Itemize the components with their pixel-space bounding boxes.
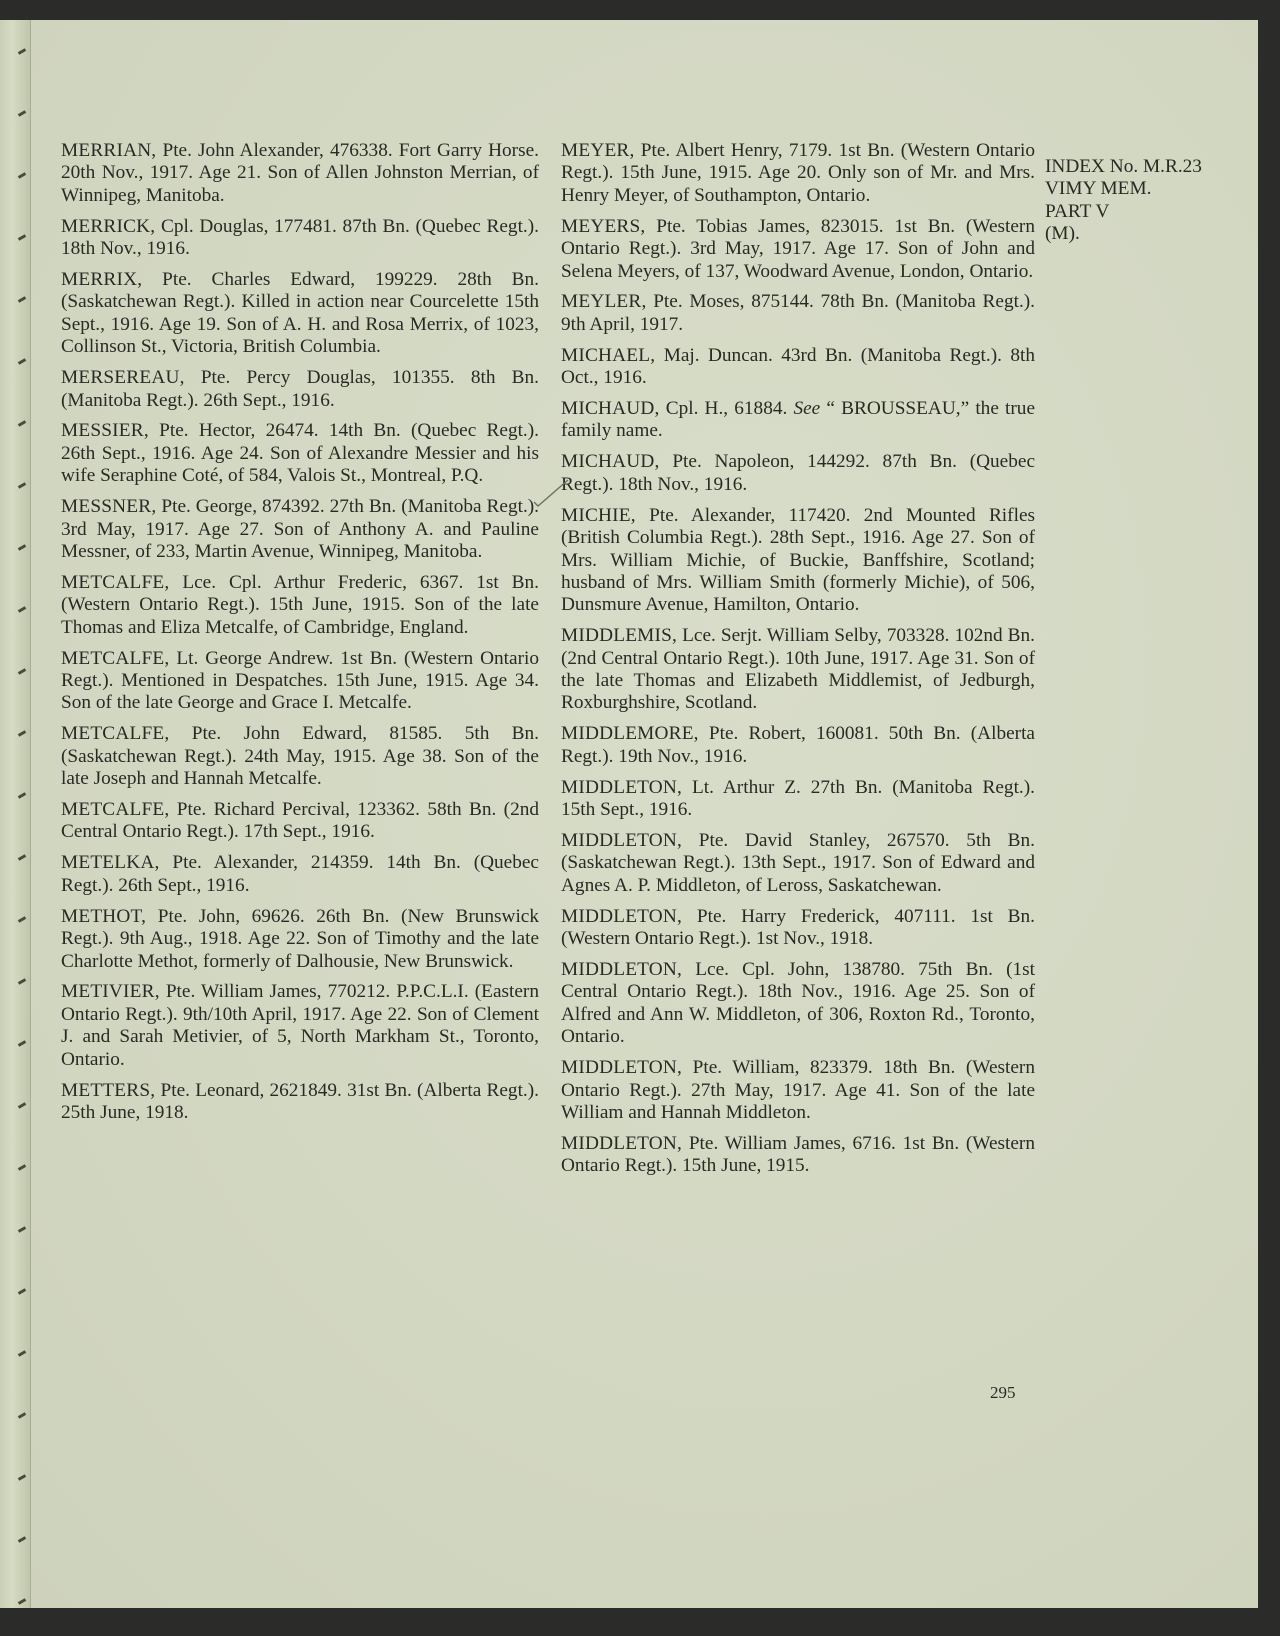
binding-stitch xyxy=(18,544,26,551)
register-entry xyxy=(61,1080,539,1125)
binding-stitch xyxy=(18,1288,26,1295)
register-entry xyxy=(561,1133,1035,1178)
entry-surname: MIDDLETON, xyxy=(561,959,683,980)
entry-details: Cpl. H., 61884. xyxy=(665,398,788,420)
right-column xyxy=(561,140,1035,1186)
entry-surname: MEYER, xyxy=(561,140,635,161)
entry-surname: MEYERS, xyxy=(561,215,646,237)
entry-details: Pte. Leonard, 2621849. 31st Bn. (Alberta Regt.). 25th June, 1918. xyxy=(61,1079,539,1123)
entry-surname: METHOT, xyxy=(61,905,147,927)
entry-surname: MICHAUD, xyxy=(561,451,660,473)
entry-details: Lt. Arthur Z. 27th Bn. (Manitoba Regt.). 15th Sept., 1916. xyxy=(561,776,1035,821)
entry-surname: MIDDLETON, xyxy=(561,1057,683,1079)
entry-surname: MIDDLETON, xyxy=(561,1132,683,1154)
binding-stitch xyxy=(18,978,26,985)
entry-surname: MESSNER, xyxy=(61,496,157,518)
entry-details: Lce. Serjt. William Selby, 703328. 102nd Bn. (2nd Central Ontario Regt.). 10th June, 1917. Age 31. Son of the late Thomas and Elizabeth Middlemist, of Jedburgh, Roxburghshire, Scotland. xyxy=(561,625,1036,714)
entry-details: Pte. Percy Douglas, 101355. 8th Bn. (Manitoba Regt.). 26th Sept., 1916. xyxy=(61,367,540,411)
register-entry xyxy=(561,830,1035,897)
binding-stitch xyxy=(18,854,26,861)
entry-surname: METELKA, xyxy=(61,852,160,874)
handwritten-check-mark-icon xyxy=(532,478,572,518)
register-entry xyxy=(561,291,1035,336)
binding-stitch xyxy=(18,1040,26,1047)
entry-details: Pte. Harry Frederick, 407111. 1st Bn. (Western Ontario Regt.). 1st Nov., 1918. xyxy=(561,905,1035,950)
binding-stitch xyxy=(18,482,26,489)
entry-details: Pte. William, 823379. 18th Bn. (Western Ontario Regt.). 27th May, 1917. Age 41. Son of the late William and Hannah Middleton. xyxy=(561,1057,1035,1123)
entry-surname: MERRIAN, xyxy=(61,140,157,161)
entry-details: Pte. John, 69626. 26th Bn. (New Brunswick Regt.). 9th Aug., 1918. Age 22. Son of Timothy and the late Charlotte Methot, formerly of Dalhousie, New Brunswick. xyxy=(61,905,540,972)
register-entry xyxy=(61,367,539,412)
entry-surname: METCALFE, xyxy=(61,723,170,745)
binding-stitch xyxy=(18,916,26,923)
register-entry xyxy=(561,1057,1035,1124)
binding-stitch xyxy=(18,1164,26,1171)
memorial-name: VIMY MEM. xyxy=(1045,178,1152,200)
register-entry xyxy=(61,216,539,261)
register-entry xyxy=(61,140,539,207)
register-entry xyxy=(561,625,1035,715)
register-entry xyxy=(561,345,1035,390)
entry-details: Pte. Tobias James, 823015. 1st Bn. (Western Ontario Regt.). 3rd May, 1917. Age 17. Son of John and Selena Meyers, of 137, Woodward Avenue, London, Ontario. xyxy=(561,215,1035,282)
entry-surname: MIDDLEMIS, xyxy=(561,625,678,647)
binding-stitch xyxy=(18,110,26,117)
register-entry xyxy=(561,398,1035,443)
entry-surname: MICHAUD, xyxy=(561,398,660,420)
binding-stitch xyxy=(18,792,26,799)
binding-stitch xyxy=(18,1226,26,1233)
register-entry xyxy=(61,906,539,973)
entry-surname: METTERS, xyxy=(61,1079,156,1101)
entry-surname: MIDDLETON, xyxy=(561,776,683,798)
binding-stitch xyxy=(18,296,26,303)
entry-details: Pte. Albert Henry, 7179. 1st Bn. (Western Ontario Regt.). 15th June, 1915. Age 20. Only son of Mr. and Mrs. Henry Meyer, of Southampton, Ontario. xyxy=(561,140,1035,206)
register-entry xyxy=(61,496,539,563)
binding-stitch xyxy=(18,1598,26,1605)
binding-stitch xyxy=(18,668,26,675)
entry-details: Maj. Duncan. 43rd Bn. (Manitoba Regt.). 8th Oct., 1916. xyxy=(561,344,1035,389)
register-entry xyxy=(61,723,539,790)
register-entry xyxy=(61,852,539,897)
entry-surname: MEYLER, xyxy=(561,291,647,313)
register-entry xyxy=(61,799,539,844)
entry-surname: MICHIE, xyxy=(561,504,636,526)
entry-details: Lce. Cpl. John, 138780. 75th Bn. (1st Central Ontario Regt.). 18th Nov., 1916. Age 25. Son of Alfred and Ann W. Middleton, of 306, Roxton Rd., Toronto, Ontario. xyxy=(561,959,1035,1048)
entry-details: Pte. David Stanley, 267570. 5th Bn. (Saskatchewan Regt.). 13th Sept., 1917. Son of Edward and Agnes A. P. Middleton, of Leross, Saskatchewan. xyxy=(561,829,1035,896)
letter-section: (M). xyxy=(1045,223,1080,245)
binding-stitch xyxy=(18,1412,26,1419)
register-entry xyxy=(61,269,539,359)
register-entry xyxy=(61,420,539,487)
entry-surname: METCALFE, xyxy=(61,799,170,821)
register-entry xyxy=(561,216,1035,283)
entry-surname: MIDDLETON, xyxy=(561,829,683,851)
binding-stitch xyxy=(18,1350,26,1357)
page-number: 295 xyxy=(990,1383,1016,1402)
binding-stitch xyxy=(18,1102,26,1109)
entry-details: Pte. Alexander, 117420. 2nd Mounted Rifles (British Columbia Regt.). 28th Sept., 1916. Age 27. Son of Mrs. William Michie, of Buckie, Banffshire, Scotland; husband of Mrs. William Smith (formerly Michie), of 506, Dunsmure Avenue, Hamilton, Ontario. xyxy=(561,504,1035,616)
binding-stitch xyxy=(18,1474,26,1481)
entry-surname: MERRIX, xyxy=(61,269,143,291)
left-column xyxy=(61,140,539,1133)
register-entry xyxy=(561,723,1035,768)
register-entry xyxy=(561,906,1035,951)
entry-details: Pte. John Edward, 81585. 5th Bn. (Saskatchewan Regt.). 24th May, 1915. Age 38. Son of the late Joseph and Hannah Metcalfe. xyxy=(61,723,539,790)
binding-stitch xyxy=(18,606,26,613)
see-reference-text: “ BROUSSEAU,” the true family name. xyxy=(561,398,1036,442)
register-entry xyxy=(561,451,1035,496)
entry-surname: METIVIER, xyxy=(61,981,160,1003)
entry-details: Pte. George, 874392. 27th Bn. (Manitoba Regt.). 3rd May, 1917. Age 27. Son of Anthony A. and Pauline Messner, of 233, Martin Avenue, Winnipeg, Manitoba. xyxy=(61,496,540,562)
binding-stitch xyxy=(18,234,26,241)
register-entry xyxy=(61,648,539,715)
register-entry xyxy=(561,777,1035,822)
entry-details: Pte. William James, 770212. P.P.C.L.I. (Eastern Ontario Regt.). 9th/10th April, 1917. Age 22. Son of Clement J. and Sarah Metivier, of 5, North Markham St., Toronto, Ontario. xyxy=(61,981,539,1070)
entry-surname: MESSIER, xyxy=(61,420,149,442)
entry-details: Pte. Napoleon, 144292. 87th Bn. (Quebec Regt.). 18th Nov., 1916. xyxy=(561,451,1035,495)
entry-details: Pte. Alexander, 214359. 14th Bn. (Quebec Regt.). 26th Sept., 1916. xyxy=(61,852,539,896)
entry-surname: MIDDLETON, xyxy=(561,905,683,927)
binding-stitch xyxy=(18,172,26,179)
entry-surname: MERSEREAU, xyxy=(61,367,185,389)
binding-stitch xyxy=(18,420,26,427)
entry-surname: MICHAEL, xyxy=(561,344,656,366)
binding-stitch xyxy=(18,730,26,737)
entry-details: Lce. Cpl. Arthur Frederic, 6367. 1st Bn. (Western Ontario Regt.). 15th June, 1915. Son of the late Thomas and Eliza Metcalfe, of Cambridge, England. xyxy=(61,571,539,638)
scanned-page xyxy=(0,20,1258,1608)
entry-surname: MIDDLEMORE, xyxy=(561,723,699,745)
entry-details: Cpl. Douglas, 177481. 87th Bn. (Quebec Regt.). 18th Nov., 1916. xyxy=(61,215,539,260)
book-binding-edge xyxy=(0,20,31,1608)
register-entry xyxy=(561,140,1035,207)
register-entry xyxy=(561,959,1035,1049)
binding-stitch xyxy=(18,48,26,55)
see-reference-label: See xyxy=(793,398,821,420)
entry-details: Pte. William James, 6716. 1st Bn. (Western Ontario Regt.). 15th June, 1915. xyxy=(561,1132,1035,1177)
register-entry xyxy=(61,981,539,1071)
entry-surname: MERRICK, xyxy=(61,215,156,237)
entry-surname: METCALFE, xyxy=(61,647,170,669)
binding-stitch xyxy=(18,1536,26,1543)
register-entry xyxy=(561,505,1035,617)
register-entry xyxy=(61,572,539,639)
binding-stitch xyxy=(18,358,26,365)
entry-details: Pte. Richard Percival, 123362. 58th Bn. (2nd Central Ontario Regt.). 17th Sept., 1916. xyxy=(61,799,539,843)
entry-surname: METCALFE, xyxy=(61,571,170,593)
entry-details: Pte. Hector, 26474. 14th Bn. (Quebec Regt.). 26th Sept., 1916. Age 24. Son of Alexandre Messier and his wife Seraphine Coté, of 584, Valois St., Montreal, P.Q. xyxy=(61,420,539,487)
entry-details: Pte. Robert, 160081. 50th Bn. (Alberta Regt.). 19th Nov., 1916. xyxy=(561,723,1035,767)
entry-details: Pte. John Alexander, 476338. Fort Garry Horse. 20th Nov., 1917. Age 21. Son of Allen Johnston Merrian, of Winnipeg, Manitoba. xyxy=(61,140,539,206)
entry-details: Lt. George Andrew. 1st Bn. (Western Ontario Regt.). Mentioned in Despatches. 15th June, 1915. Age 34. Son of the late George and Grace I. Metcalfe. xyxy=(61,647,540,714)
index-reference xyxy=(1045,156,1202,246)
index-number: INDEX No. M.R.23 xyxy=(1045,156,1202,177)
entry-details: Pte. Moses, 875144. 78th Bn. (Manitoba Regt.). 9th April, 1917. xyxy=(561,291,1036,335)
entry-details: Pte. Charles Edward, 199229. 28th Bn. (Saskatchewan Regt.). Killed in action near Courcelette 15th Sept., 1916. Age 19. Son of A. H. and Rosa Merrix, of 1023, Collinson St., Victoria, British Columbia. xyxy=(61,269,539,358)
part-number: PART V xyxy=(1045,200,1110,222)
